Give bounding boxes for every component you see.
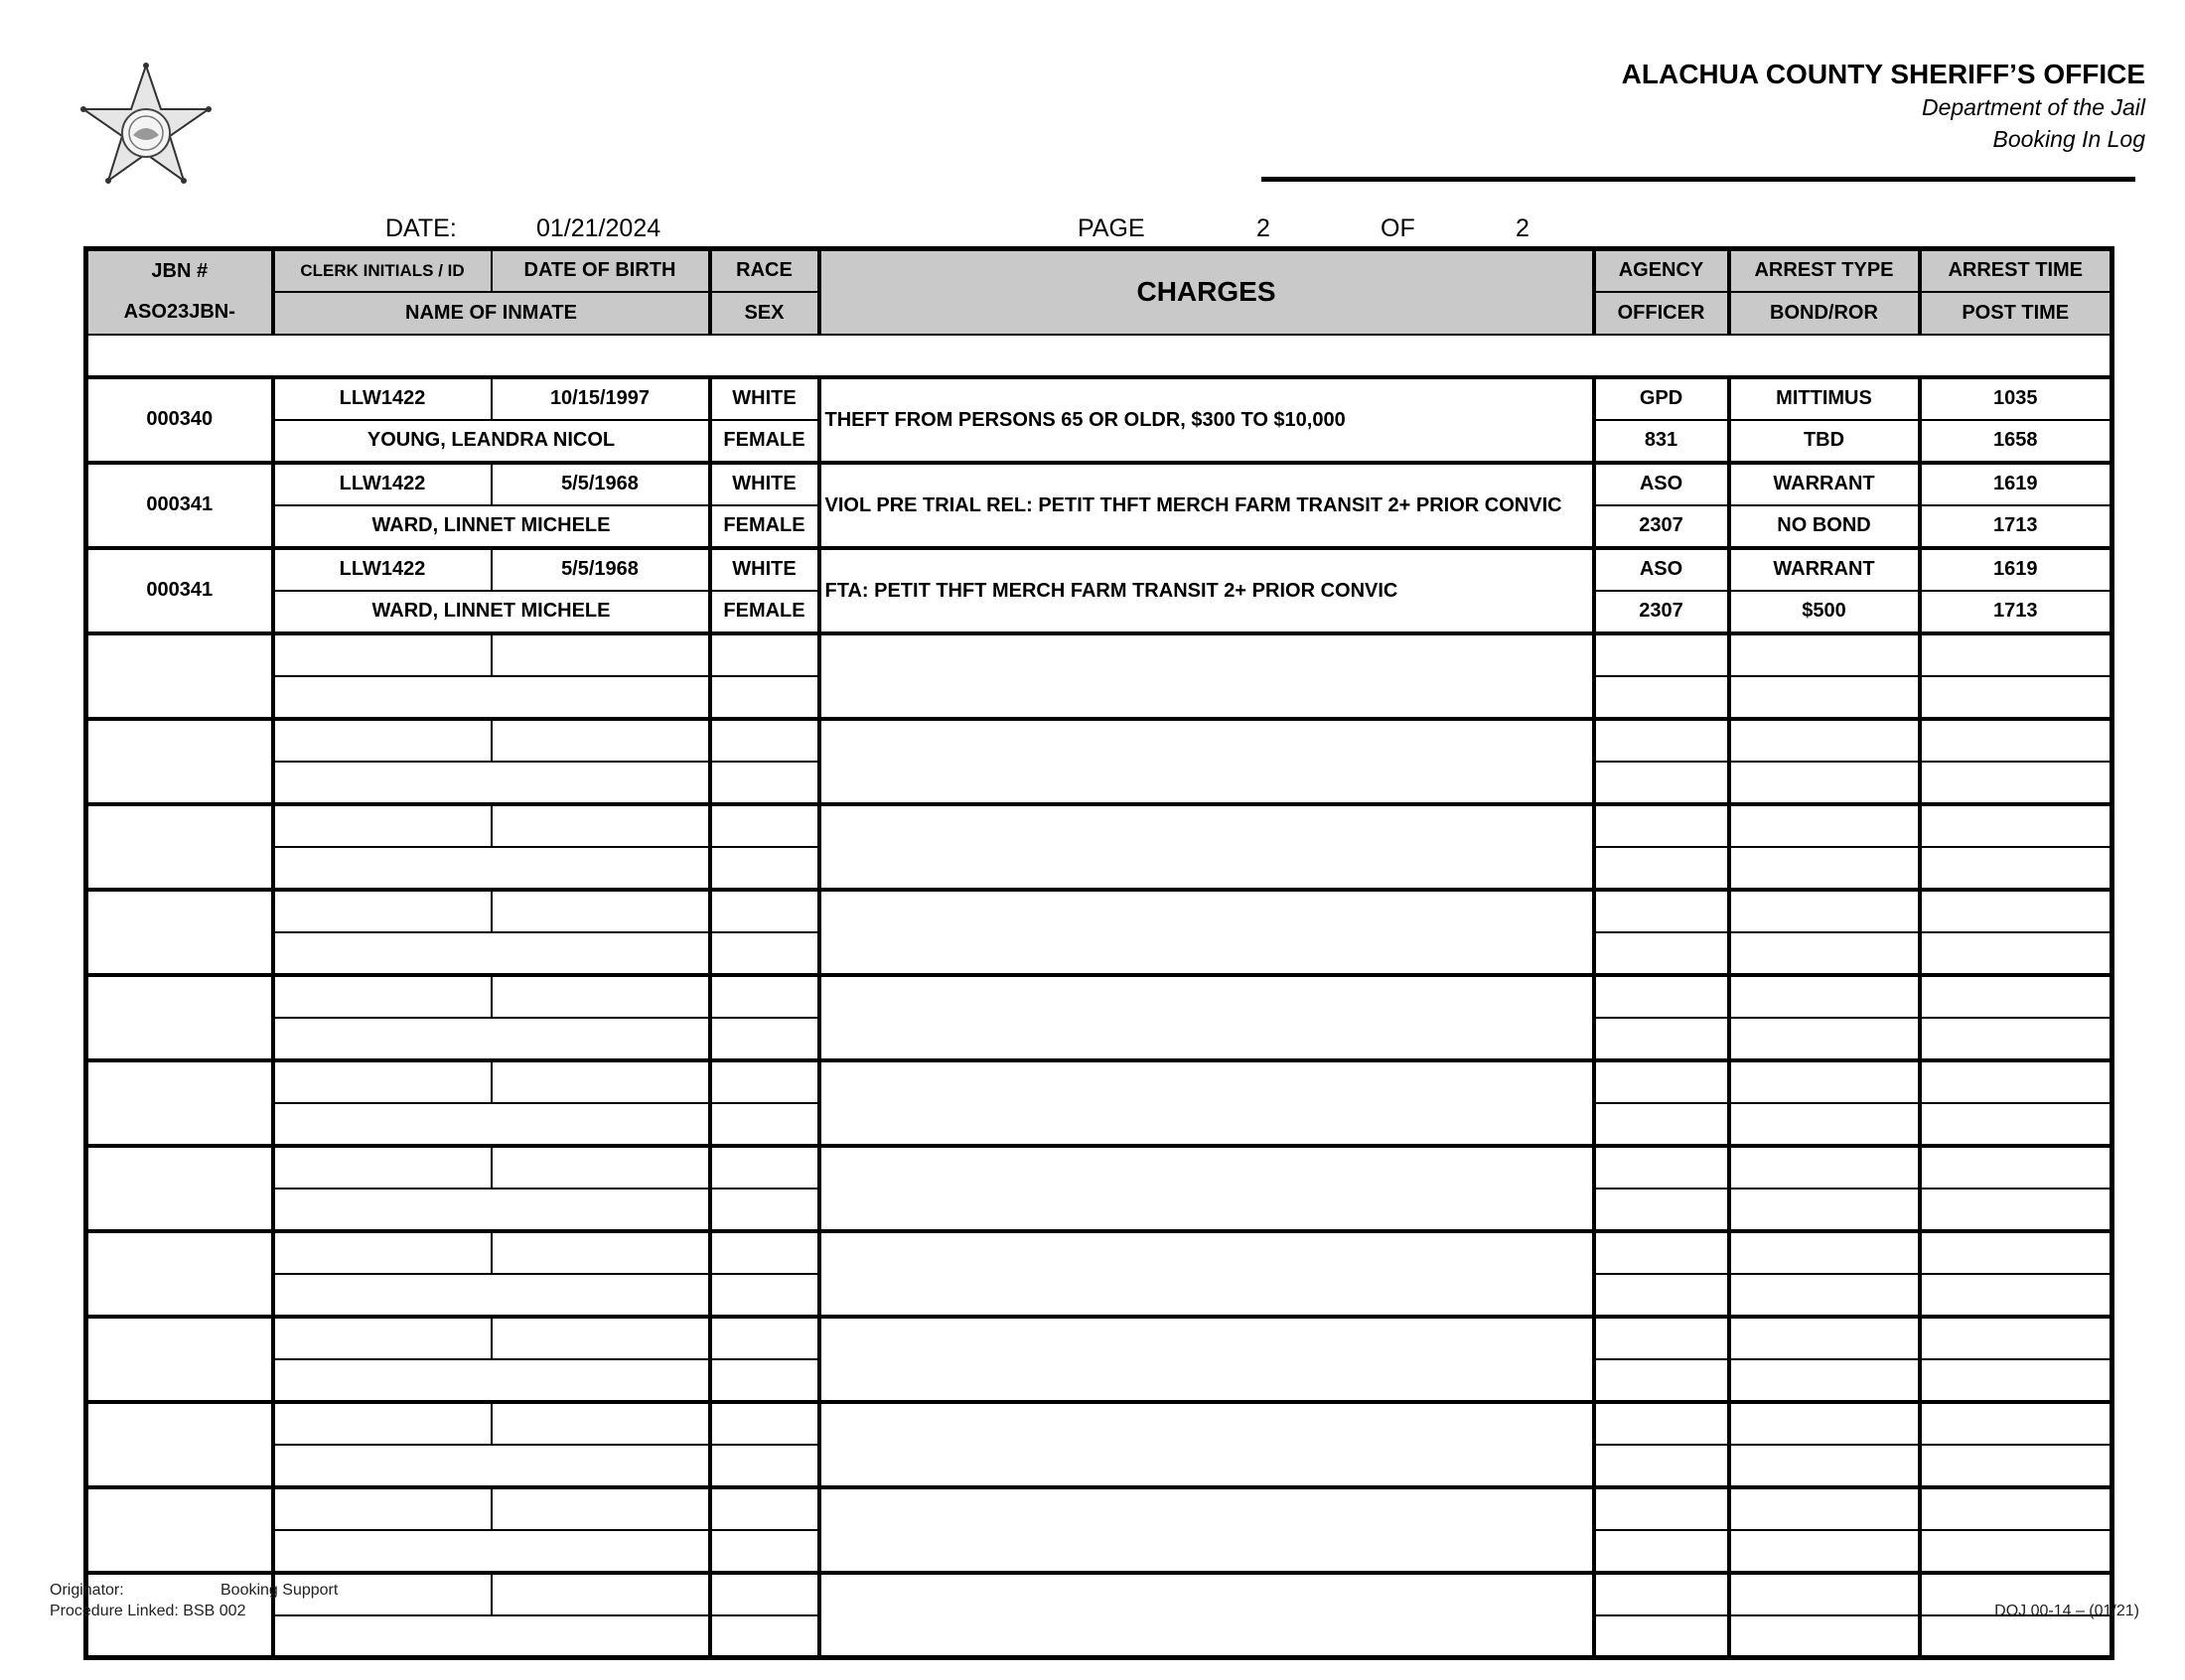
charge-cell [819, 890, 1594, 975]
post-time-cell [1920, 847, 2112, 890]
jbn-cell [86, 719, 273, 804]
agency-cell: ASO [1594, 463, 1729, 505]
arrest-time-cell [1920, 1060, 2112, 1103]
agency-cell [1594, 1573, 1729, 1615]
name-cell: WARD, LINNET MICHELE [273, 591, 710, 633]
jbn-cell [86, 1487, 273, 1573]
bond-cell [1729, 847, 1920, 890]
race-cell [710, 975, 819, 1018]
charge-cell: THEFT FROM PERSONS 65 OR OLDR, $300 TO $10,000 [819, 377, 1594, 463]
jbn-cell [86, 1231, 273, 1317]
officer-cell [1594, 1359, 1729, 1402]
dob-cell [492, 975, 710, 1018]
record-row-top [86, 890, 2112, 932]
arrest-type-cell: MITTIMUS [1729, 377, 1920, 420]
agency-cell [1594, 633, 1729, 676]
jbn-cell: 000341 [86, 548, 273, 633]
arrest-time-cell [1920, 1487, 2112, 1530]
race-cell [710, 804, 819, 847]
arrest-type-cell [1729, 975, 1920, 1018]
arrest-time-cell: 1619 [1920, 548, 2112, 591]
clerk-cell [273, 1317, 492, 1359]
officer-cell [1594, 847, 1729, 890]
bond-cell [1729, 1189, 1920, 1231]
record-row-top [86, 1573, 2112, 1615]
agency-cell [1594, 1402, 1729, 1445]
post-time-cell [1920, 1445, 2112, 1487]
name-cell [273, 1445, 710, 1487]
charge-cell [819, 1402, 1594, 1487]
sex-cell [710, 1445, 819, 1487]
procedure-linked: Procedure Linked: BSB 002 [50, 1603, 246, 1619]
charge-cell [819, 1317, 1594, 1402]
sex-cell [710, 1274, 819, 1317]
booking-log-body [86, 249, 2112, 1658]
dob-cell [492, 804, 710, 847]
bond-cell: $500 [1729, 591, 1920, 633]
charge-cell [819, 1487, 1594, 1573]
race-cell [710, 1402, 819, 1445]
sex-cell: FEMALE [710, 591, 819, 633]
race-cell [710, 1231, 819, 1274]
log-title: Booking In Log [1992, 126, 2145, 152]
jbn-prefix-header: ASO23JBN- [86, 292, 273, 335]
clerk-cell [273, 1231, 492, 1274]
race-cell: WHITE [710, 548, 819, 591]
post-time-cell [1920, 1274, 2112, 1317]
officer-cell [1594, 1274, 1729, 1317]
arrest-time-cell: 1035 [1920, 377, 2112, 420]
clerk-cell [273, 975, 492, 1018]
jbn-cell [86, 804, 273, 890]
dob-cell [492, 1231, 710, 1274]
sex-cell [710, 932, 819, 975]
clerk-cell: LLW1422 [273, 463, 492, 505]
dob-cell [492, 1487, 710, 1530]
name-cell [273, 1189, 710, 1231]
race-cell [710, 719, 819, 762]
originator-value: Booking Support [220, 1582, 339, 1599]
agency-cell [1594, 1317, 1729, 1359]
charge-cell [819, 1146, 1594, 1231]
date-value: 01/21/2024 [536, 214, 661, 242]
post-time-cell [1920, 1103, 2112, 1146]
record-row-top [86, 1402, 2112, 1445]
charge-cell [819, 719, 1594, 804]
bond-cell: NO BOND [1729, 505, 1920, 548]
name-cell [273, 847, 710, 890]
clerk-cell [273, 1146, 492, 1189]
post-time-header: POST TIME [1920, 292, 2112, 335]
record-row-top [86, 548, 2112, 591]
bond-cell [1729, 1359, 1920, 1402]
charge-cell [819, 1573, 1594, 1658]
sex-cell [710, 762, 819, 804]
agency-cell: ASO [1594, 548, 1729, 591]
arrest-type-cell [1729, 804, 1920, 847]
race-cell: WHITE [710, 377, 819, 420]
arrest-type-cell [1729, 1402, 1920, 1445]
arrest-type-cell [1729, 633, 1920, 676]
name-cell [273, 1274, 710, 1317]
officer-cell [1594, 932, 1729, 975]
charge-cell [819, 1060, 1594, 1146]
bond-cell [1729, 1615, 1920, 1658]
jbn-cell [86, 1146, 273, 1231]
post-time-cell [1920, 1359, 2112, 1402]
agency-header: AGENCY [1594, 249, 1729, 292]
record-row-top [86, 377, 2112, 420]
clerk-cell [273, 804, 492, 847]
arrest-type-cell [1729, 890, 1920, 932]
clerk-cell: LLW1422 [273, 377, 492, 420]
clerk-cell [273, 1060, 492, 1103]
officer-header: OFFICER [1594, 292, 1729, 335]
arrest-time-cell [1920, 804, 2112, 847]
arrest-time-cell [1920, 1146, 2112, 1189]
dob-cell [492, 719, 710, 762]
agency-cell [1594, 1146, 1729, 1189]
officer-cell: 831 [1594, 420, 1729, 463]
race-cell [710, 890, 819, 932]
date-label: DATE: [385, 214, 457, 242]
agency-cell [1594, 719, 1729, 762]
bond-header: BOND/ROR [1729, 292, 1920, 335]
jbn-cell [86, 1317, 273, 1402]
post-time-cell [1920, 1189, 2112, 1231]
arrest-time-cell [1920, 975, 2112, 1018]
agency-cell [1594, 804, 1729, 847]
bond-cell: TBD [1729, 420, 1920, 463]
record-row-top [86, 463, 2112, 505]
dob-cell [492, 1060, 710, 1103]
name-header: NAME OF INMATE [273, 292, 710, 335]
clerk-cell: LLW1422 [273, 548, 492, 591]
officer-cell [1594, 1445, 1729, 1487]
arrest-time-cell [1920, 633, 2112, 676]
dob-cell [492, 1573, 710, 1615]
post-time-cell [1920, 932, 2112, 975]
of-label: OF [1381, 214, 1415, 242]
jbn-cell [86, 633, 273, 719]
clerk-cell [273, 633, 492, 676]
agency-cell [1594, 1060, 1729, 1103]
post-time-cell: 1658 [1920, 420, 2112, 463]
agency-cell [1594, 890, 1729, 932]
clerk-cell [273, 1487, 492, 1530]
jbn-header: JBN # [86, 249, 273, 292]
arrest-time-header: ARREST TIME [1920, 249, 2112, 292]
bond-cell [1729, 1018, 1920, 1060]
name-cell [273, 1615, 710, 1658]
officer-cell: 2307 [1594, 591, 1729, 633]
jbn-cell [86, 1402, 273, 1487]
sex-cell [710, 676, 819, 719]
agency-cell [1594, 1231, 1729, 1274]
sex-header: SEX [710, 292, 819, 335]
clerk-cell [273, 890, 492, 932]
arrest-time-cell [1920, 890, 2112, 932]
dob-cell [492, 890, 710, 932]
arrest-type-cell: WARRANT [1729, 463, 1920, 505]
agency-cell: GPD [1594, 377, 1729, 420]
post-time-cell [1920, 1530, 2112, 1573]
officer-cell [1594, 1189, 1729, 1231]
sex-cell [710, 1018, 819, 1060]
bond-cell [1729, 1530, 1920, 1573]
sex-cell [710, 1103, 819, 1146]
name-cell [273, 1359, 710, 1402]
sex-cell [710, 847, 819, 890]
race-cell [710, 1573, 819, 1615]
arrest-time-cell: 1619 [1920, 463, 2112, 505]
name-cell [273, 1103, 710, 1146]
jbn-cell: 000340 [86, 377, 273, 463]
record-row-top [86, 1231, 2112, 1274]
sex-cell: FEMALE [710, 420, 819, 463]
clerk-cell [273, 719, 492, 762]
dob-header: DATE OF BIRTH [492, 249, 710, 292]
record-row-top [86, 633, 2112, 676]
post-time-cell [1920, 762, 2112, 804]
record-row-top [86, 975, 2112, 1018]
officer-cell: 2307 [1594, 505, 1729, 548]
officer-cell [1594, 1530, 1729, 1573]
arrest-type-cell [1729, 1487, 1920, 1530]
arrest-time-cell [1920, 1231, 2112, 1274]
agency-cell [1594, 975, 1729, 1018]
record-row-top [86, 1487, 2112, 1530]
record-row-top [86, 1317, 2112, 1359]
officer-cell [1594, 1615, 1729, 1658]
charge-cell [819, 1231, 1594, 1317]
charge-cell: VIOL PRE TRIAL REL: PETIT THFT MERCH FARM TRANSIT 2+ PRIOR CONVIC [819, 463, 1594, 548]
officer-cell [1594, 676, 1729, 719]
race-cell [710, 633, 819, 676]
sex-cell [710, 1615, 819, 1658]
page-total: 2 [1516, 214, 1530, 242]
bond-cell [1729, 1445, 1920, 1487]
sex-cell: FEMALE [710, 505, 819, 548]
name-cell: WARD, LINNET MICHELE [273, 505, 710, 548]
bond-cell [1729, 1103, 1920, 1146]
clerk-cell [273, 1402, 492, 1445]
arrest-type-header: ARREST TYPE [1729, 249, 1920, 292]
organization-name: ALACHUA COUNTY SHERIFF’S OFFICE [1621, 59, 2145, 89]
arrest-type-cell [1729, 1060, 1920, 1103]
record-row-top [86, 1146, 2112, 1189]
officer-cell [1594, 1103, 1729, 1146]
record-row-top [86, 1060, 2112, 1103]
booking-log-table [83, 246, 2114, 1660]
jbn-cell [86, 1060, 273, 1146]
dob-cell: 10/15/1997 [492, 377, 710, 420]
arrest-type-cell [1729, 719, 1920, 762]
clerk-header: CLERK INITIALS / ID [273, 249, 492, 292]
record-row-top [86, 719, 2112, 762]
header-gap-cell [86, 335, 2112, 377]
jbn-cell: 000341 [86, 463, 273, 548]
jbn-cell [86, 975, 273, 1060]
record-row-top [86, 804, 2112, 847]
charge-cell: FTA: PETIT THFT MERCH FARM TRANSIT 2+ PRIOR CONVIC [819, 548, 1594, 633]
arrest-time-cell [1920, 1402, 2112, 1445]
header-row-top [86, 249, 2112, 292]
arrest-type-cell [1729, 1231, 1920, 1274]
race-cell [710, 1317, 819, 1359]
post-time-cell [1920, 676, 2112, 719]
race-cell [710, 1060, 819, 1103]
race-header: RACE [710, 249, 819, 292]
race-cell [710, 1487, 819, 1530]
arrest-type-cell [1729, 1317, 1920, 1359]
header-rule [1261, 177, 2135, 182]
sex-cell [710, 1189, 819, 1231]
charges-header: CHARGES [819, 249, 1594, 335]
name-cell: YOUNG, LEANDRA NICOL [273, 420, 710, 463]
header-gap [86, 335, 2112, 377]
arrest-type-cell [1729, 1573, 1920, 1615]
sex-cell [710, 1359, 819, 1402]
name-cell [273, 1530, 710, 1573]
post-time-cell [1920, 1615, 2112, 1658]
arrest-type-cell: WARRANT [1729, 548, 1920, 591]
jbn-cell [86, 890, 273, 975]
post-time-cell: 1713 [1920, 591, 2112, 633]
sex-cell [710, 1530, 819, 1573]
arrest-type-cell [1729, 1146, 1920, 1189]
post-time-cell: 1713 [1920, 505, 2112, 548]
dob-cell [492, 1402, 710, 1445]
bond-cell [1729, 676, 1920, 719]
name-cell [273, 676, 710, 719]
name-cell [273, 932, 710, 975]
name-cell [273, 1018, 710, 1060]
dob-cell [492, 1146, 710, 1189]
officer-cell [1594, 762, 1729, 804]
bond-cell [1729, 762, 1920, 804]
charge-cell [819, 804, 1594, 890]
sheriff-star-badge-icon [72, 62, 220, 187]
agency-cell [1594, 1487, 1729, 1530]
bond-cell [1729, 932, 1920, 975]
form-code: DOJ 00-14 – (01/21) [1994, 1603, 2139, 1619]
dob-cell [492, 1317, 710, 1359]
officer-cell [1594, 1018, 1729, 1060]
dob-cell: 5/5/1968 [492, 463, 710, 505]
organization-block [1622, 58, 2145, 155]
dob-cell: 5/5/1968 [492, 548, 710, 591]
department-name: Department of the Jail [1921, 94, 2145, 120]
name-cell [273, 762, 710, 804]
arrest-time-cell [1920, 719, 2112, 762]
charge-cell [819, 633, 1594, 719]
arrest-time-cell [1920, 1317, 2112, 1359]
race-cell: WHITE [710, 463, 819, 505]
race-cell [710, 1146, 819, 1189]
page-label: PAGE [1078, 214, 1145, 242]
post-time-cell [1920, 1018, 2112, 1060]
originator-label: Originator: [50, 1582, 124, 1599]
charge-cell [819, 975, 1594, 1060]
dob-cell [492, 633, 710, 676]
page-number: 2 [1256, 214, 1270, 242]
bond-cell [1729, 1274, 1920, 1317]
